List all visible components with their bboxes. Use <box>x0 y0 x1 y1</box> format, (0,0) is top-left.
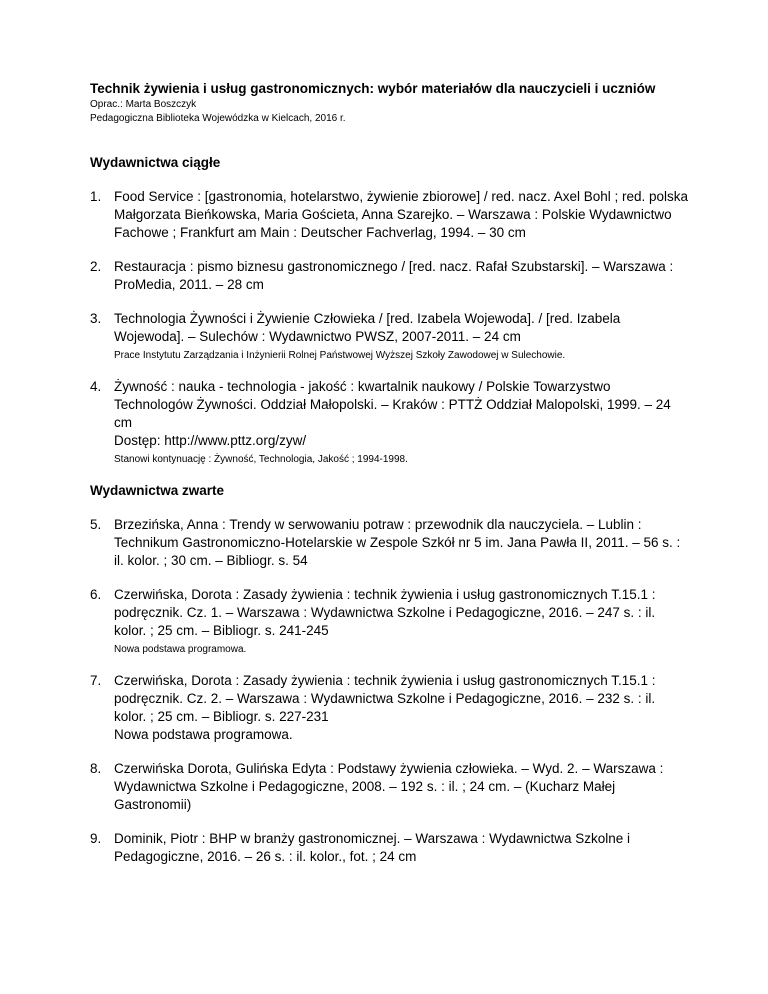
entry-text: Czerwińska, Dorota : Zasady żywienia : technik żywienia i usług gastronomicznych T.15.1 : podręcznik. Cz. 2. – Warszawa : Wydawnictwa Szkolne i Pedagogiczne, 2016. – 232 s. : il. kolor. ; 25 cm. – Bibliogr. s. 227-231 <box>114 673 656 724</box>
list-item <box>90 830 690 866</box>
entry-number: 3. <box>90 311 102 326</box>
entry-note: Nowa podstawa programowa. <box>114 727 293 742</box>
section-heading-serials: Wydawnictwa ciągłe <box>90 155 221 170</box>
list-item <box>90 188 690 242</box>
entry-number: 9. <box>90 831 102 846</box>
section-heading-monographs: Wydawnictwa zwarte <box>90 483 225 498</box>
list-item <box>90 310 690 362</box>
serials-list <box>90 188 690 466</box>
entry-note: Stanowi kontynuację : Żywność, Technologia, Jakość ; 1994-1998. <box>114 454 408 465</box>
entry-number: 4. <box>90 379 102 394</box>
list-item <box>90 760 690 814</box>
monographs-list <box>90 516 690 866</box>
entry-number: 7. <box>90 673 102 688</box>
entry-text: Czerwińska Dorota, Gulińska Edyta : Podstawy żywienia człowieka. – Wyd. 2. – Warszawa : Wydawnictwa Szkolne i Pedagogiczne, 2008. – 192 s. : il. ; 24 cm. – (Kucharz Małej Gastronomii) <box>114 761 664 812</box>
entry-text: Restauracja : pismo biznesu gastronomicznego / [red. nacz. Rafał Szubstarski]. – Warszawa : ProMedia, 2011. – 28 cm <box>114 259 674 292</box>
list-item <box>90 258 690 294</box>
entry-text: Technologia Żywności i Żywienie Człowieka / [red. Izabela Wojewoda]. / [red. Izabela Wojewoda]. – Sulechów : Wydawnictwo PWSZ, 2007-2011. – 24 cm <box>114 311 621 344</box>
entry-number: 5. <box>90 517 102 532</box>
entry-text: Food Service : [gastronomia, hotelarstwo, żywienie zbiorowe] / red. nacz. Axel Bohl ; red. polska Małgorzata Bieńkowska, Maria Gościeta, Anna Szarejko. – Warszawa : Polskie Wydawnictwo Fachowe ; Frankfurt am Main : Deutscher Fachverlag, 1994. – 30 cm <box>114 189 689 240</box>
list-item <box>90 378 690 466</box>
list-item <box>90 672 690 744</box>
document-publisher: Pedagogiczna Biblioteka Wojewódzka w Kielcach, 2016 r. <box>90 113 346 124</box>
entry-number: 6. <box>90 587 102 602</box>
entry-text: Żywność : nauka - technologia - jakość : kwartalnik naukowy / Polskie Towarzystwo Technologów Żywności. Oddział Małopolski. – Kraków : PTTŻ Oddział Malopolski, 1999. – 24 cm <box>114 379 671 430</box>
entry-text: Dominik, Piotr : BHP w branży gastronomicznej. – Warszawa : Wydawnictwa Szkolne i Pedagogiczne, 2016. – 26 s. : il. kolor., fot. ; 24 cm <box>114 831 631 864</box>
entry-access-link[interactable]: Dostęp: http://www.pttz.org/zyw/ <box>114 433 307 448</box>
entry-text: Czerwińska, Dorota : Zasady żywienia : technik żywienia i usług gastronomicznych T.15.1 : podręcznik. Cz. 1. – Warszawa : Wydawnictwa Szkolne i Pedagogiczne, 2016. – 247 s. : il. kolor. ; 25 cm. – Bibliogr. s. 241-245 <box>114 587 656 638</box>
entry-number: 8. <box>90 761 102 776</box>
entry-note: Prace Instytutu Zarządzania i Inżynierii Rolnej Państwowej Wyższej Szkoły Zawodowej w Sulechowie. <box>114 350 566 361</box>
entry-number: 1. <box>90 189 102 204</box>
document-title: Technik żywienia i usług gastronomicznych: wybór materiałów dla nauczycieli i uczniów <box>90 81 656 96</box>
entry-number: 2. <box>90 259 102 274</box>
document-compiler: Oprac.: Marta Boszczyk <box>90 99 197 110</box>
entry-note: Nowa podstawa programowa. <box>114 644 247 655</box>
list-item <box>90 586 690 656</box>
entry-text: Brzezińska, Anna : Trendy w serwowaniu potraw : przewodnik dla nauczyciela. – Lublin : Technikum Gastronomiczno-Hotelarskie w Zespole Szkół nr 5 im. Jana Pawła II, 2011. – 56 s. : il. kolor. ; 30 cm. – Bibliogr. s. 54 <box>114 517 681 568</box>
list-item <box>90 516 690 570</box>
document-page <box>90 80 690 882</box>
